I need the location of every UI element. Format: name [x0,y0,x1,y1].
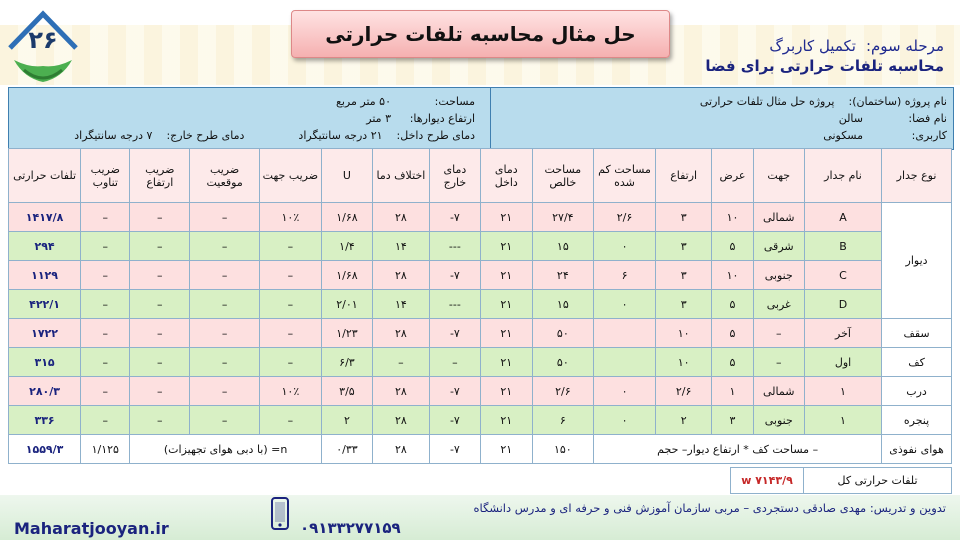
cell-dt: – [373,348,430,377]
wall-height-label: ارتفاع دیوارها: [409,112,475,125]
cell-u: ۳/۵ [321,377,372,406]
cell-h: ۳ [655,261,712,290]
infiltration-row [9,435,952,464]
cell-kdir: – [260,232,322,261]
cell-w: ۳ [712,406,753,435]
cell-name: ۱ [804,406,881,435]
stage-value: تکمیل کاربرگ [769,37,856,55]
cell-kdir: – [260,290,322,319]
project-label: نام پروژه (ساختمان): [848,95,947,108]
cell-kint: – [81,348,130,377]
cell-net: ۲/۶ [532,377,594,406]
space-value: سالن [838,112,863,125]
cell-dir: غربی [753,290,804,319]
cell-kpos: – [190,232,260,261]
cell-loss: ۳۳۶ [9,406,81,435]
column-header: ضریب موقعیت [190,149,260,203]
wall-type-cell: درب [882,377,952,406]
cell-dt: ۲۸ [373,203,430,232]
phone-icon [270,497,290,531]
column-header: دمای خارج [429,149,480,203]
column-header: نوع جدار [882,149,952,203]
cell-name: C [804,261,881,290]
infil-note: n= (با دبی هوای تجهیزات) [130,435,321,464]
cell-w: ۵ [712,348,753,377]
cell-loss: ۱۷۲۲ [9,319,81,348]
slide-number: ۲۶ [28,26,58,54]
cell-net: ۲۴ [532,261,594,290]
cell-w: ۵ [712,232,753,261]
cell-kdir: ۱۰٪ [260,377,322,406]
table-row [9,290,952,319]
cell-kdir: ۱۰٪ [260,203,322,232]
infil-dt: ۲۸ [373,435,430,464]
cell-kh: – [130,406,190,435]
cell-kpos: – [190,348,260,377]
table-row [9,348,952,377]
cell-tin: ۲۱ [481,203,532,232]
cell-kpos: – [190,319,260,348]
indoor-temp-value: ۲۱ درجه سانتیگراد [298,129,383,142]
cell-w: ۱ [712,377,753,406]
cell-w: ۱۰ [712,203,753,232]
cell-tout: ۷- [429,406,480,435]
cell-ded: ۲/۶ [594,203,656,232]
footer [0,495,960,540]
cell-ded [594,319,656,348]
cell-tin: ۲۱ [481,290,532,319]
website-link[interactable]: Maharatjooyan.ir [14,519,169,538]
cell-dir: جنوبی [753,406,804,435]
table-row [9,319,952,348]
table-header [9,149,952,203]
table-row [9,377,952,406]
page-title: حل مثال محاسبه تلفات حرارتی [291,10,670,58]
cell-ded: ۰ [594,377,656,406]
column-header: ضریب جهت [260,149,322,203]
cell-ded: ۰ [594,290,656,319]
cell-dt: ۲۸ [373,406,430,435]
cell-kpos: – [190,261,260,290]
cell-kint: – [81,261,130,290]
cell-dir: – [753,319,804,348]
project-info [8,87,954,150]
cell-ded [594,348,656,377]
cell-name: اول [804,348,881,377]
column-header: نام جدار [804,149,881,203]
area-label: مساحت: [434,95,475,108]
phone-number: ۰۹۱۳۳۲۷۷۱۵۹ [300,519,401,537]
table-row [9,261,952,290]
cell-loss: ۱۴۱۷/۸ [9,203,81,232]
cell-kh: – [130,348,190,377]
cell-tin: ۲۱ [481,319,532,348]
cell-u: ۱/۶۸ [321,203,372,232]
cell-h: ۳ [655,232,712,261]
cell-kint: – [81,319,130,348]
cell-h: ۲/۶ [655,377,712,406]
cell-u: ۱/۶۸ [321,261,372,290]
project-value: پروژه حل مثال تلفات حرارتی [699,95,835,108]
cell-kh: – [130,290,190,319]
cell-ded: ۰ [594,406,656,435]
cell-name: ۱ [804,377,881,406]
cell-net: ۱۵ [532,232,594,261]
cell-loss: ۳۱۵ [9,348,81,377]
cell-name: آخر [804,319,881,348]
cell-w: ۵ [712,290,753,319]
cell-tout: ۷- [429,319,480,348]
cell-dt: ۲۸ [373,261,430,290]
cell-u: ۲ [321,406,372,435]
cell-kpos: – [190,406,260,435]
cell-kpos: – [190,290,260,319]
wall-height-value: ۳ متر [366,112,391,125]
cell-dir: شرقی [753,232,804,261]
cell-kdir: – [260,348,322,377]
column-header: تلفات حرارتی [9,149,81,203]
cell-name: D [804,290,881,319]
cell-dir: – [753,348,804,377]
cell-tout: --- [429,290,480,319]
cell-net: ۶ [532,406,594,435]
stage-header [694,36,944,76]
table-row [9,203,952,232]
cell-kint: – [81,203,130,232]
cell-tout: --- [429,232,480,261]
cell-ded: ۰ [594,232,656,261]
table-row [9,232,952,261]
column-header: U [321,149,372,203]
indoor-temp-label: دمای طرح داخل: [396,129,475,142]
cell-net: ۱۵ [532,290,594,319]
cell-kint: – [81,232,130,261]
cell-loss: ۲۹۴ [9,232,81,261]
cell-kdir: – [260,261,322,290]
outdoor-temp-value: ۷ درجه سانتیگراد [74,129,153,142]
infil-net: ۱۵۰ [532,435,594,464]
cell-kh: – [130,261,190,290]
cell-loss: ۲۸۰/۳ [9,377,81,406]
infil-kint: ۱/۱۲۵ [81,435,130,464]
cell-w: ۵ [712,319,753,348]
cell-u: ۶/۳ [321,348,372,377]
cell-tout: ۷- [429,377,480,406]
column-header: ضریب تناوب [81,149,130,203]
infil-type: هوای نفوذی [882,435,952,464]
column-header: ارتفاع [655,149,712,203]
cell-h: ۱۰ [655,348,712,377]
infil-formula: – مساحت کف * ارتفاع دیوار– حجم [594,435,882,464]
heat-loss-table [8,148,952,464]
total-loss [730,467,952,494]
cell-tin: ۲۱ [481,261,532,290]
cell-dir: جنوبی [753,261,804,290]
stage-subtitle: محاسبه تلفات حرارتی برای فضا [705,57,944,75]
total-label: تلفات حرارتی کل [804,468,951,493]
cell-kdir: – [260,319,322,348]
cell-h: ۳ [655,290,712,319]
wall-type-cell: سقف [882,319,952,348]
cell-kh: – [130,232,190,261]
cell-name: A [804,203,881,232]
cell-kint: – [81,406,130,435]
cell-tin: ۲۱ [481,406,532,435]
infil-loss: ۱۵۵۹/۳ [9,435,81,464]
cell-net: ۵۰ [532,319,594,348]
infil-tin: ۲۱ [481,435,532,464]
column-header: عرض [712,149,753,203]
cell-kdir: – [260,406,322,435]
cell-h: ۱۰ [655,319,712,348]
cell-kh: – [130,203,190,232]
column-header: ضریب ارتفاع [130,149,190,203]
cell-name: B [804,232,881,261]
cell-u: ۲/۰۱ [321,290,372,319]
cell-dir: شمالی [753,377,804,406]
cell-h: ۲ [655,406,712,435]
cell-tin: ۲۱ [481,377,532,406]
usage-value: مسکونی [823,129,863,142]
cell-tout: ۷- [429,203,480,232]
column-header: مساحت خالص [532,149,594,203]
stage-label: مرحله سوم: [865,37,944,55]
outdoor-temp-label: دمای طرح خارج: [166,129,245,142]
cell-dt: ۲۸ [373,319,430,348]
cell-w: ۱۰ [712,261,753,290]
cell-tin: ۲۱ [481,348,532,377]
cell-u: ۱/۲۳ [321,319,372,348]
cell-kint: – [81,290,130,319]
cell-dir: شمالی [753,203,804,232]
table-row [9,406,952,435]
cell-kpos: – [190,203,260,232]
cell-net: ۵۰ [532,348,594,377]
column-header: اختلاف دما [373,149,430,203]
infil-tout: ۷- [429,435,480,464]
cell-kpos: – [190,377,260,406]
column-header: مساحت کم شده [594,149,656,203]
cell-kh: – [130,377,190,406]
space-label: نام فضا: [908,112,947,125]
cell-tout: ۷- [429,261,480,290]
cell-tin: ۲۱ [481,232,532,261]
column-header: دمای داخل [481,149,532,203]
cell-loss: ۱۱۲۹ [9,261,81,290]
infil-u: ۰/۳۳ [321,435,372,464]
area-value: ۵۰ متر مربع [336,95,391,108]
cell-kh: – [130,319,190,348]
cell-dt: ۱۴ [373,290,430,319]
cell-kint: – [81,377,130,406]
cell-h: ۳ [655,203,712,232]
cell-tout: – [429,348,480,377]
cell-dt: ۱۴ [373,232,430,261]
column-header: جهت [753,149,804,203]
wall-type-cell: پنجره [882,406,952,435]
cell-dt: ۲۸ [373,377,430,406]
cell-ded: ۶ [594,261,656,290]
cell-u: ۱/۴ [321,232,372,261]
usage-label: کاربری: [911,129,947,142]
wall-type-cell: دیوار [882,203,952,319]
cell-net: ۲۷/۴ [532,203,594,232]
author-credit: تدوین و تدریس: مهدی صادقی دستجردی – مربی سازمان آموزش فنی و حرفه ای و مدرس دانشگاه [473,501,946,515]
logo [4,8,82,88]
wall-type-cell: کف [882,348,952,377]
cell-loss: ۴۲۲/۱ [9,290,81,319]
total-value: ۷۱۴۳/۹ w [731,468,804,493]
